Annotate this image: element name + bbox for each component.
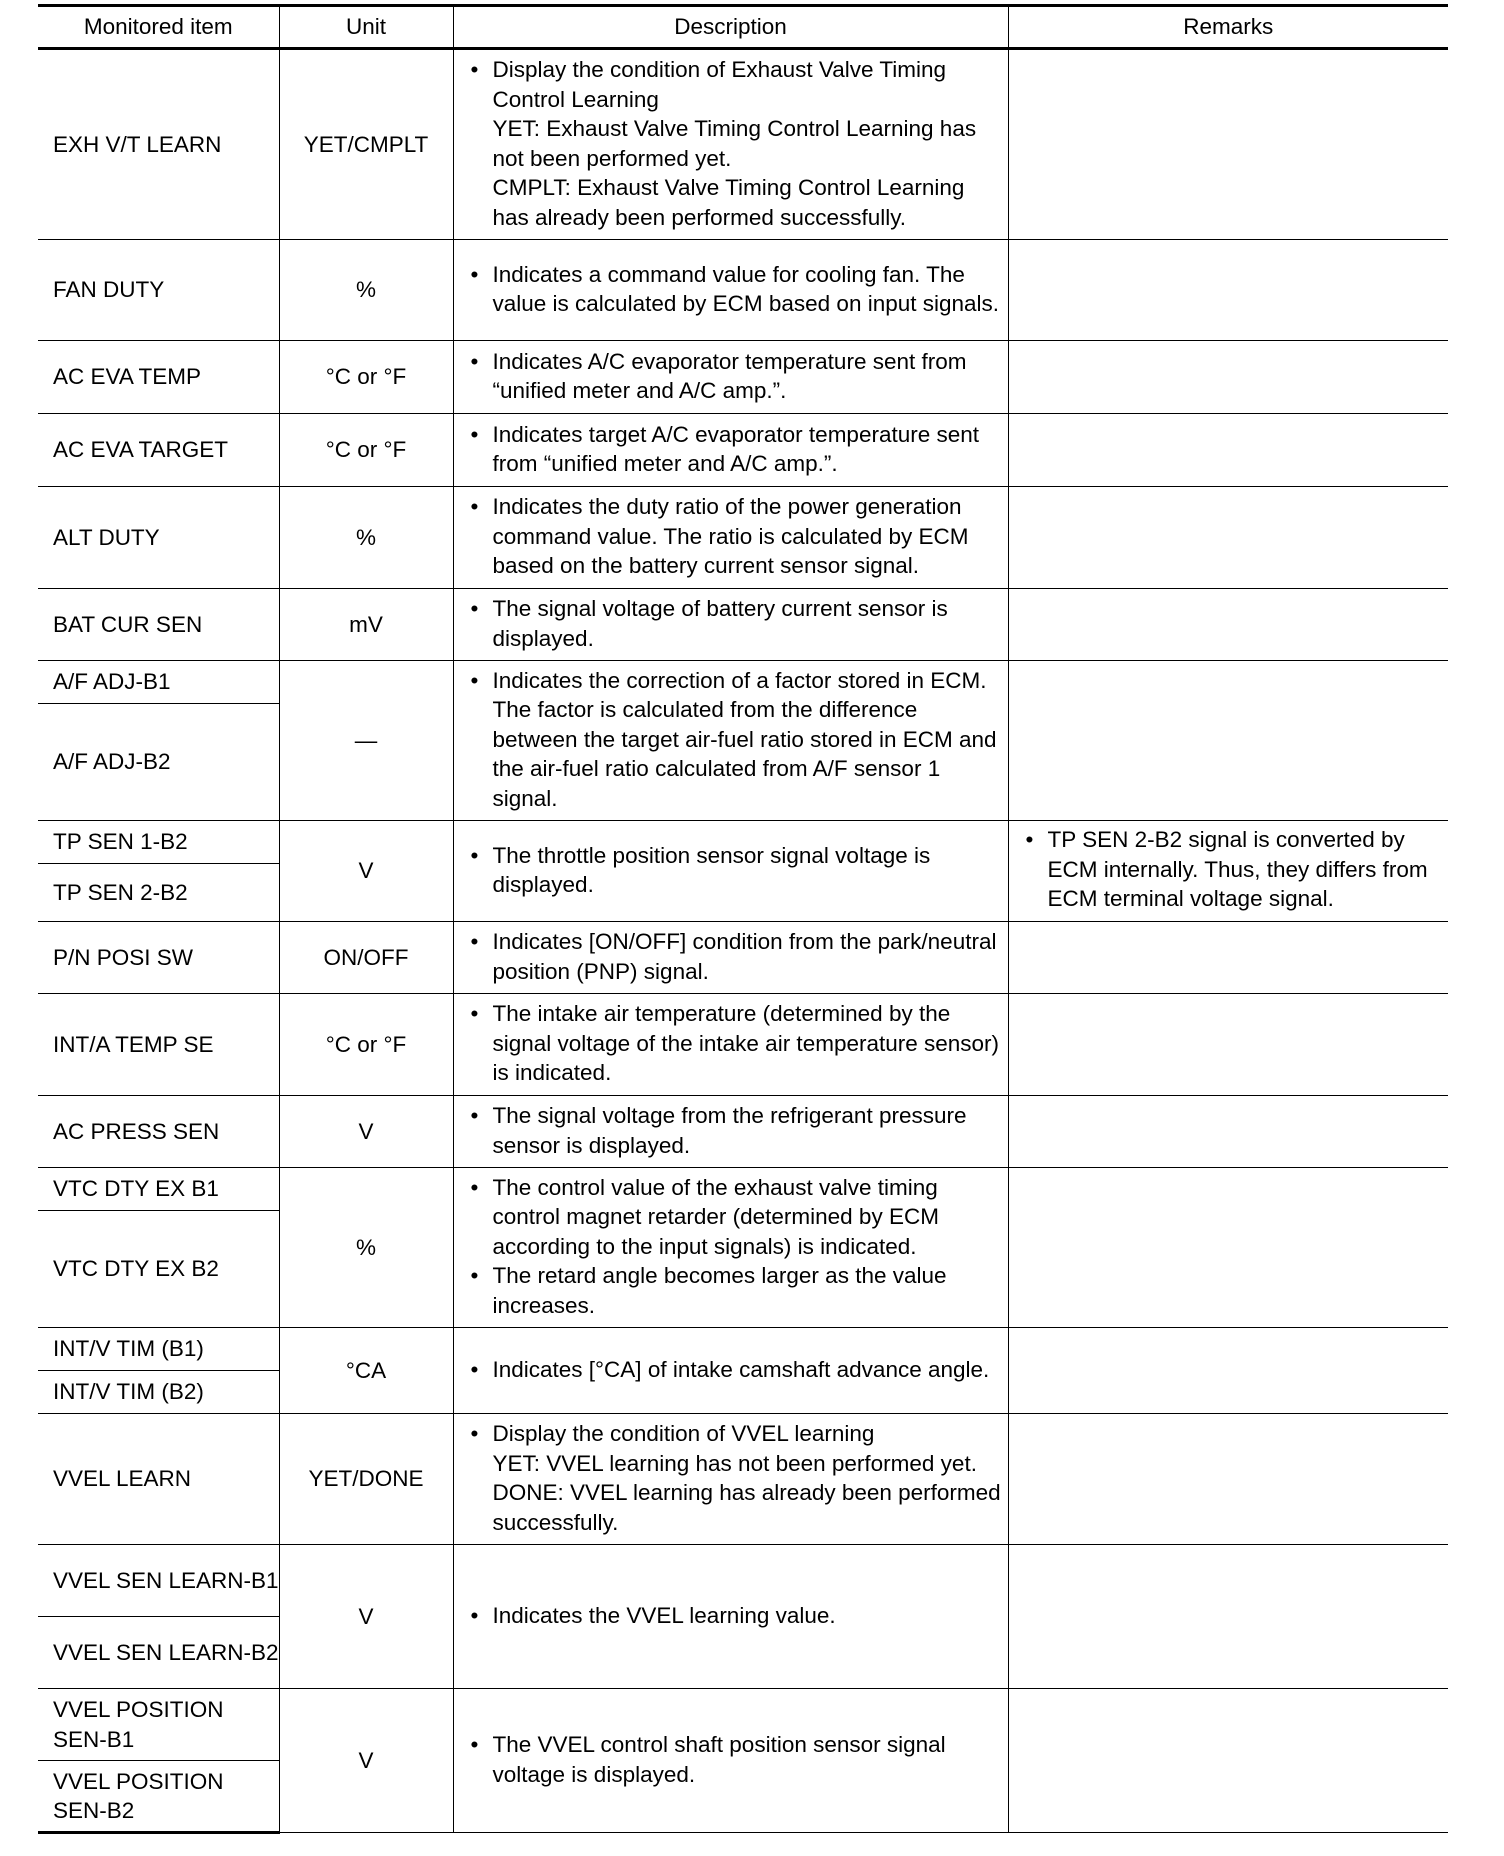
- description-cell: [453, 1168, 1008, 1328]
- monitored-item: VTC DTY EX B1: [38, 1168, 279, 1211]
- remarks-cell: [1008, 1414, 1448, 1545]
- remarks-cell: [1008, 414, 1448, 487]
- table-row: [38, 821, 1448, 864]
- monitored-item: VVEL SEN LEARN-B2: [38, 1617, 279, 1689]
- description-cell: [453, 414, 1008, 487]
- description-bullet: • Display the condition of Exhaust Valve Timing Control Learning YET: Exhaust Valve Timing Control Learning has not been performed yet. CMPLT: Exhaust Valve Timing Control Learning has already been performed successfully.: [469, 55, 1002, 232]
- table-row: [38, 1545, 1448, 1617]
- header-unit: Unit: [279, 6, 453, 49]
- unit-cell: %: [279, 1168, 453, 1328]
- table-row: [38, 1689, 1448, 1761]
- unit-cell: —: [279, 661, 453, 821]
- unit-cell: mV: [279, 589, 453, 661]
- remarks-cell: [1008, 994, 1448, 1096]
- table-row: [38, 487, 1448, 589]
- description-cell: [453, 1689, 1008, 1833]
- description-bullet: • Indicates the VVEL learning value.: [469, 1601, 1002, 1631]
- description-cell: [453, 1328, 1008, 1414]
- remarks-cell: [1008, 240, 1448, 341]
- table-row: [38, 341, 1448, 414]
- unit-cell: %: [279, 487, 453, 589]
- description-cell: [453, 341, 1008, 414]
- description-cell: [453, 589, 1008, 661]
- table-row: [38, 661, 1448, 704]
- unit-cell: V: [279, 1545, 453, 1689]
- description-cell: [453, 1545, 1008, 1689]
- description-bullet: • The throttle position sensor signal voltage is displayed.: [469, 841, 1002, 900]
- description-bullet: • Indicates the correction of a factor stored in ECM. The factor is calculated from the difference between the target air-fuel ratio stored in ECM and the air-fuel ratio calculated from A/F sensor 1 signal.: [469, 666, 1002, 814]
- remarks-cell: [1008, 821, 1448, 922]
- unit-cell: V: [279, 821, 453, 922]
- description-bullet: • The signal voltage of battery current sensor is displayed.: [469, 594, 1002, 653]
- monitored-item: VVEL SEN LEARN-B1: [38, 1545, 279, 1617]
- remarks-cell: [1008, 1328, 1448, 1414]
- remarks-cell: [1008, 661, 1448, 821]
- table-row: [38, 589, 1448, 661]
- unit-cell: %: [279, 240, 453, 341]
- monitored-item: INT/V TIM (B2): [38, 1371, 279, 1414]
- unit-cell: °C or °F: [279, 994, 453, 1096]
- remarks-bullet: • TP SEN 2-B2 signal is converted by ECM internally. Thus, they differs from ECM terminal voltage signal.: [1024, 825, 1439, 914]
- description-bullet: • Indicates [ON/OFF] condition from the park/neutral position (PNP) signal.: [469, 927, 1002, 986]
- table-row: [38, 1414, 1448, 1545]
- description-bullet: • Indicates A/C evaporator temperature sent from “unified meter and A/C amp.”.: [469, 347, 1002, 406]
- remarks-cell: [1008, 49, 1448, 240]
- monitored-item: AC PRESS SEN: [38, 1096, 279, 1168]
- description-cell: [453, 1096, 1008, 1168]
- description-cell: [453, 49, 1008, 240]
- monitored-item: TP SEN 2-B2: [38, 864, 279, 922]
- monitored-item: VVEL LEARN: [38, 1414, 279, 1545]
- monitored-item: A/F ADJ-B1: [38, 661, 279, 704]
- description-bullet: • The retard angle becomes larger as the value increases.: [469, 1261, 1002, 1320]
- remarks-cell: [1008, 1689, 1448, 1833]
- description-cell: [453, 661, 1008, 821]
- table-row: [38, 1328, 1448, 1371]
- remarks-cell: [1008, 1545, 1448, 1689]
- description-cell: [453, 994, 1008, 1096]
- description-cell: [453, 821, 1008, 922]
- remarks-cell: [1008, 589, 1448, 661]
- description-cell: [453, 1414, 1008, 1545]
- description-cell: [453, 922, 1008, 994]
- remarks-cell: [1008, 487, 1448, 589]
- remarks-cell: [1008, 1168, 1448, 1328]
- description-bullet: • The signal voltage from the refrigerant pressure sensor is displayed.: [469, 1101, 1002, 1160]
- table-row: [38, 240, 1448, 341]
- monitored-item: INT/A TEMP SE: [38, 994, 279, 1096]
- header-row: [38, 6, 1448, 49]
- header-monitored-item: Monitored item: [38, 6, 279, 49]
- description-bullet: • Display the condition of VVEL learning YET: VVEL learning has not been performed yet. DONE: VVEL learning has already been performed successfully.: [469, 1419, 1002, 1537]
- monitor-item-table: [38, 4, 1448, 1834]
- description-bullet: • Indicates a command value for cooling fan. The value is calculated by ECM based on input signals.: [469, 260, 1002, 319]
- description-bullet: • Indicates the duty ratio of the power generation command value. The ratio is calculated by ECM based on the battery current sensor signal.: [469, 492, 1002, 581]
- table-row: [38, 1096, 1448, 1168]
- monitored-item: TP SEN 1-B2: [38, 821, 279, 864]
- remarks-cell: [1008, 922, 1448, 994]
- table-row: [38, 922, 1448, 994]
- unit-cell: °CA: [279, 1328, 453, 1414]
- unit-cell: V: [279, 1096, 453, 1168]
- header-description: Description: [453, 6, 1008, 49]
- monitor-item-table-container: [38, 4, 1448, 1834]
- description-bullet: • The VVEL control shaft position sensor signal voltage is displayed.: [469, 1730, 1002, 1789]
- monitored-item: INT/V TIM (B1): [38, 1328, 279, 1371]
- unit-cell: YET/DONE: [279, 1414, 453, 1545]
- remarks-cell: [1008, 341, 1448, 414]
- monitored-item: VVEL POSITION SEN-B1: [38, 1689, 279, 1761]
- unit-cell: YET/CMPLT: [279, 49, 453, 240]
- monitored-item: EXH V/T LEARN: [38, 49, 279, 240]
- unit-cell: V: [279, 1689, 453, 1833]
- monitored-item: BAT CUR SEN: [38, 589, 279, 661]
- description-bullet: • Indicates [°CA] of intake camshaft advance angle.: [469, 1355, 1002, 1385]
- header-remarks: Remarks: [1008, 6, 1448, 49]
- remarks-cell: [1008, 1096, 1448, 1168]
- unit-cell: °C or °F: [279, 341, 453, 414]
- monitored-item: ALT DUTY: [38, 487, 279, 589]
- table-row: [38, 1168, 1448, 1211]
- description-bullet: • The control value of the exhaust valve timing control magnet retarder (determined by ECM according to the input signals) is indicated.: [469, 1173, 1002, 1262]
- unit-cell: °C or °F: [279, 414, 453, 487]
- monitored-item: VVEL POSITION SEN-B2: [38, 1761, 279, 1833]
- monitored-item: AC EVA TEMP: [38, 341, 279, 414]
- table-row: [38, 414, 1448, 487]
- monitored-item: FAN DUTY: [38, 240, 279, 341]
- description-bullet: • The intake air temperature (determined by the signal voltage of the intake air temperature sensor) is indicated.: [469, 999, 1002, 1088]
- monitored-item: AC EVA TARGET: [38, 414, 279, 487]
- table-row: [38, 49, 1448, 240]
- description-bullet: • Indicates target A/C evaporator temperature sent from “unified meter and A/C amp.”.: [469, 420, 1002, 479]
- table-row: [38, 994, 1448, 1096]
- monitored-item: P/N POSI SW: [38, 922, 279, 994]
- monitored-item: VTC DTY EX B2: [38, 1211, 279, 1328]
- description-cell: [453, 487, 1008, 589]
- unit-cell: ON/OFF: [279, 922, 453, 994]
- monitored-item: A/F ADJ-B2: [38, 704, 279, 821]
- description-cell: [453, 240, 1008, 341]
